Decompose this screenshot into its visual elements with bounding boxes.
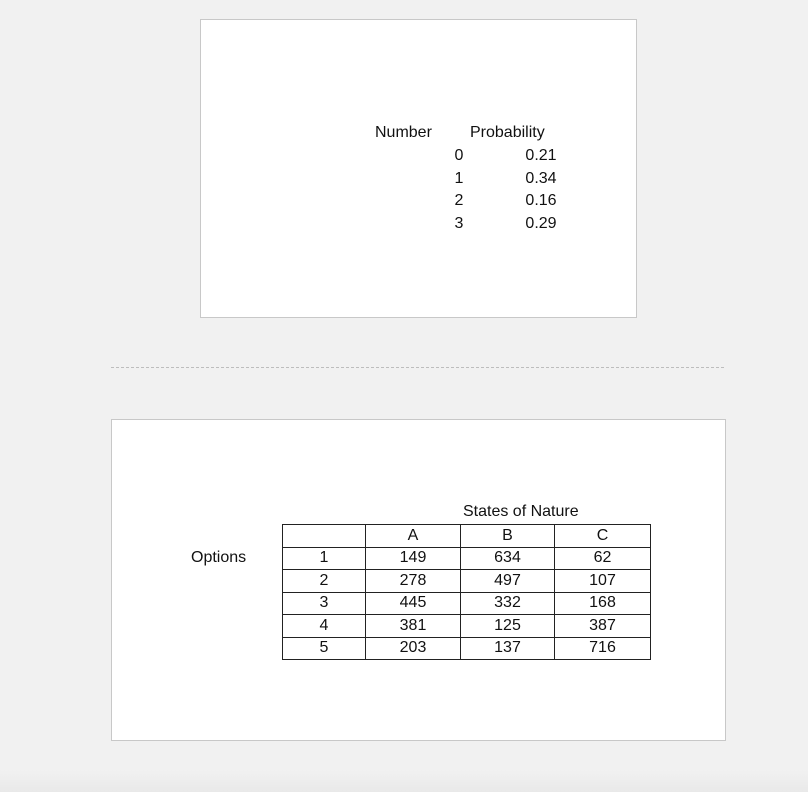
value-cell-c: 107	[555, 570, 651, 593]
value-cell-b: 125	[461, 615, 555, 638]
probability-cell: 0.21	[525, 147, 557, 164]
probability-row	[201, 215, 636, 237]
value-cell-b: 332	[461, 592, 555, 615]
value-cell-c: 62	[555, 547, 651, 570]
value-cell-a: 278	[366, 570, 461, 593]
probability-row	[201, 147, 636, 169]
options-label: Options	[191, 549, 247, 566]
probability-row	[201, 192, 636, 214]
payoff-table	[282, 524, 651, 660]
value-cell-c: 716	[555, 637, 651, 660]
page-bottom-shade	[0, 770, 808, 792]
option-cell: 1	[283, 547, 366, 570]
table-row	[283, 637, 651, 660]
option-cell: 4	[283, 615, 366, 638]
header-cell-b: B	[461, 525, 555, 548]
header-cell-c: C	[555, 525, 651, 548]
option-cell: 2	[283, 570, 366, 593]
header-cell-a: A	[366, 525, 461, 548]
table-row	[283, 592, 651, 615]
probability-column-header: Probability	[470, 124, 545, 141]
option-cell: 5	[283, 637, 366, 660]
payoff-table-panel	[111, 419, 726, 741]
probability-cell: 0.16	[525, 192, 557, 209]
value-cell-c: 168	[555, 592, 651, 615]
section-divider	[111, 367, 724, 368]
value-cell-b: 497	[461, 570, 555, 593]
probability-row	[201, 170, 636, 192]
table-row	[283, 570, 651, 593]
value-cell-a: 381	[366, 615, 461, 638]
number-column-header: Number	[375, 124, 432, 141]
option-cell: 3	[283, 592, 366, 615]
table-row	[283, 615, 651, 638]
probability-table-panel	[200, 19, 637, 318]
value-cell-a: 203	[366, 637, 461, 660]
probability-cell: 0.29	[525, 215, 557, 232]
value-cell-a: 445	[366, 592, 461, 615]
value-cell-b: 137	[461, 637, 555, 660]
value-cell-a: 149	[366, 547, 461, 570]
number-cell: 0	[454, 147, 464, 164]
header-cell-blank	[283, 525, 366, 548]
probability-cell: 0.34	[525, 170, 557, 187]
table-row	[283, 547, 651, 570]
value-cell-b: 634	[461, 547, 555, 570]
table-header-row	[283, 525, 651, 548]
number-cell: 1	[454, 170, 464, 187]
number-cell: 2	[454, 192, 464, 209]
states-of-nature-title: States of Nature	[463, 503, 579, 520]
value-cell-c: 387	[555, 615, 651, 638]
number-cell: 3	[454, 215, 464, 232]
